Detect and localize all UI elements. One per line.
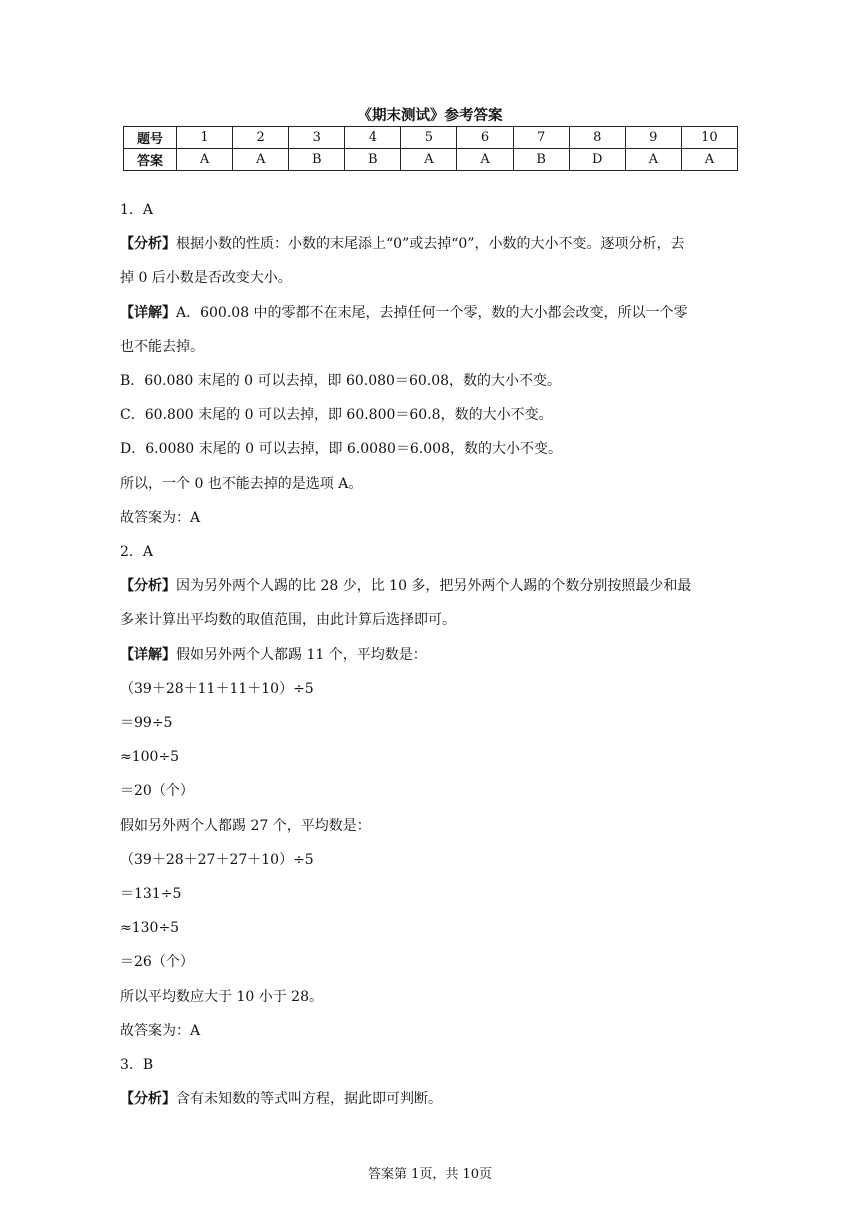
- line-text: 假如另外两个人都踢 27 个，平均数是：: [120, 817, 371, 834]
- line-text: 也不能去掉。: [120, 338, 204, 355]
- text-line: [120, 303, 688, 323]
- question-number-cell: 10: [681, 127, 737, 149]
- section-tag: 【详解】: [120, 304, 176, 321]
- answer-cell: B: [513, 149, 569, 171]
- question-number-cell: 5: [401, 127, 457, 149]
- text-line: [120, 1055, 153, 1075]
- line-text: ≈100÷5: [120, 749, 180, 766]
- line-text: 所以，一个 0 也不能去掉的是选项 A。: [120, 475, 363, 492]
- answer-cell: A: [233, 149, 289, 171]
- text-line: [120, 337, 204, 357]
- text-line: [120, 850, 314, 870]
- question-number-cell: 3: [289, 127, 345, 149]
- line-text: D．6.0080 末尾的 0 可以去掉，即 6.0080＝6.008，数的大小不变。: [120, 441, 562, 458]
- question-number-cell: 7: [513, 127, 569, 149]
- line-text: 故答案为：A: [120, 509, 201, 526]
- answer-cell: D: [569, 149, 625, 171]
- question-number-cell: 2: [233, 127, 289, 149]
- line-text: （39＋28＋11＋11＋10）÷5: [120, 680, 314, 697]
- text-line: [120, 987, 323, 1007]
- line-text: C．60.800 末尾的 0 可以去掉，即 60.800＝60.8，数的大小不变。: [120, 407, 553, 424]
- line-text: ＝20（个）: [120, 783, 194, 800]
- line-text: 含有未知数的等式叫方程，据此即可判断。: [176, 1091, 442, 1108]
- line-text: B．60.080 末尾的 0 可以去掉，即 60.080＝60.08，数的大小不变。: [120, 373, 562, 389]
- text-line: [120, 542, 153, 562]
- question-number-cell: 9: [625, 127, 681, 149]
- answer-cell: B: [289, 149, 345, 171]
- line-text: （39＋28＋27＋27＋10）÷5: [120, 851, 314, 868]
- line-text: ＝99÷5: [120, 715, 173, 731]
- line-text: 假如另外两个人都踢 11 个，平均数是：: [176, 646, 427, 663]
- line-text: 3．B: [120, 1057, 154, 1073]
- row-label: 答案: [124, 149, 177, 171]
- line-text: ≈130÷5: [120, 920, 180, 937]
- text-line: [120, 439, 562, 459]
- line-text: 因为另外两个人踢的比 28 少，比 10 多，把另外两个人踢的个数分别按照最少和最: [176, 578, 692, 595]
- text-line: [120, 918, 179, 938]
- text-line: [120, 884, 181, 904]
- answer-table: [123, 126, 738, 171]
- line-text: 所以平均数应大于 10 小于 28。: [120, 988, 323, 1005]
- line-text: 故答案为：A: [120, 1022, 201, 1039]
- line-text: ＝26（个）: [120, 954, 194, 971]
- section-tag: 【分析】: [120, 236, 176, 253]
- question-number-cell: 1: [177, 127, 233, 149]
- text-line: [120, 371, 561, 391]
- section-tag: 【分析】: [120, 578, 176, 595]
- answer-cell: A: [625, 149, 681, 171]
- text-line: [120, 234, 684, 254]
- text-line: [120, 200, 153, 220]
- text-line: [120, 747, 179, 767]
- text-line: [120, 952, 194, 972]
- text-line: [120, 268, 292, 288]
- line-text: 多来计算出平均数的取值范围，由此计算后选择即可。: [120, 612, 456, 629]
- answer-cell: A: [457, 149, 513, 171]
- line-text: A．600.08 中的零都不在末尾，去掉任何一个零，数的大小都会改变，所以一个零: [176, 304, 688, 321]
- question-number-cell: 4: [345, 127, 401, 149]
- answer-row: [124, 149, 738, 171]
- text-line: [120, 816, 371, 836]
- text-line: [120, 508, 200, 528]
- question-number-cell: 8: [569, 127, 625, 149]
- text-line: [120, 645, 427, 665]
- text-line: [120, 713, 172, 733]
- text-line: [120, 405, 553, 425]
- text-line: [120, 781, 194, 801]
- question-number-cell: 6: [457, 127, 513, 149]
- answer-cell: A: [681, 149, 737, 171]
- answer-cell: A: [401, 149, 457, 171]
- text-line: [120, 1021, 200, 1041]
- text-line: [120, 610, 456, 630]
- text-line: [120, 679, 314, 699]
- answer-cell: B: [345, 149, 401, 171]
- line-text: 根据小数的性质：小数的末尾添上“0”或去掉“0”，小数的大小不变。逐项分析，去: [176, 236, 685, 253]
- answer-cell: A: [177, 149, 233, 171]
- line-text: 2．A: [120, 544, 154, 560]
- line-text: ＝131÷5: [120, 886, 182, 902]
- section-tag: 【分析】: [120, 1091, 176, 1108]
- page-footer: 答案第 1页，共 10页: [367, 1167, 493, 1182]
- document-title: 《期末测试》参考答案: [357, 107, 503, 124]
- question-number-row: [124, 127, 738, 149]
- line-text: 掉 0 后小数是否改变大小。: [120, 270, 292, 287]
- text-line: [120, 576, 691, 596]
- text-line: [120, 474, 362, 494]
- row-label: 题号: [124, 127, 177, 149]
- text-line: [120, 1089, 442, 1109]
- section-tag: 【详解】: [120, 646, 176, 663]
- line-text: 1．A: [120, 202, 154, 218]
